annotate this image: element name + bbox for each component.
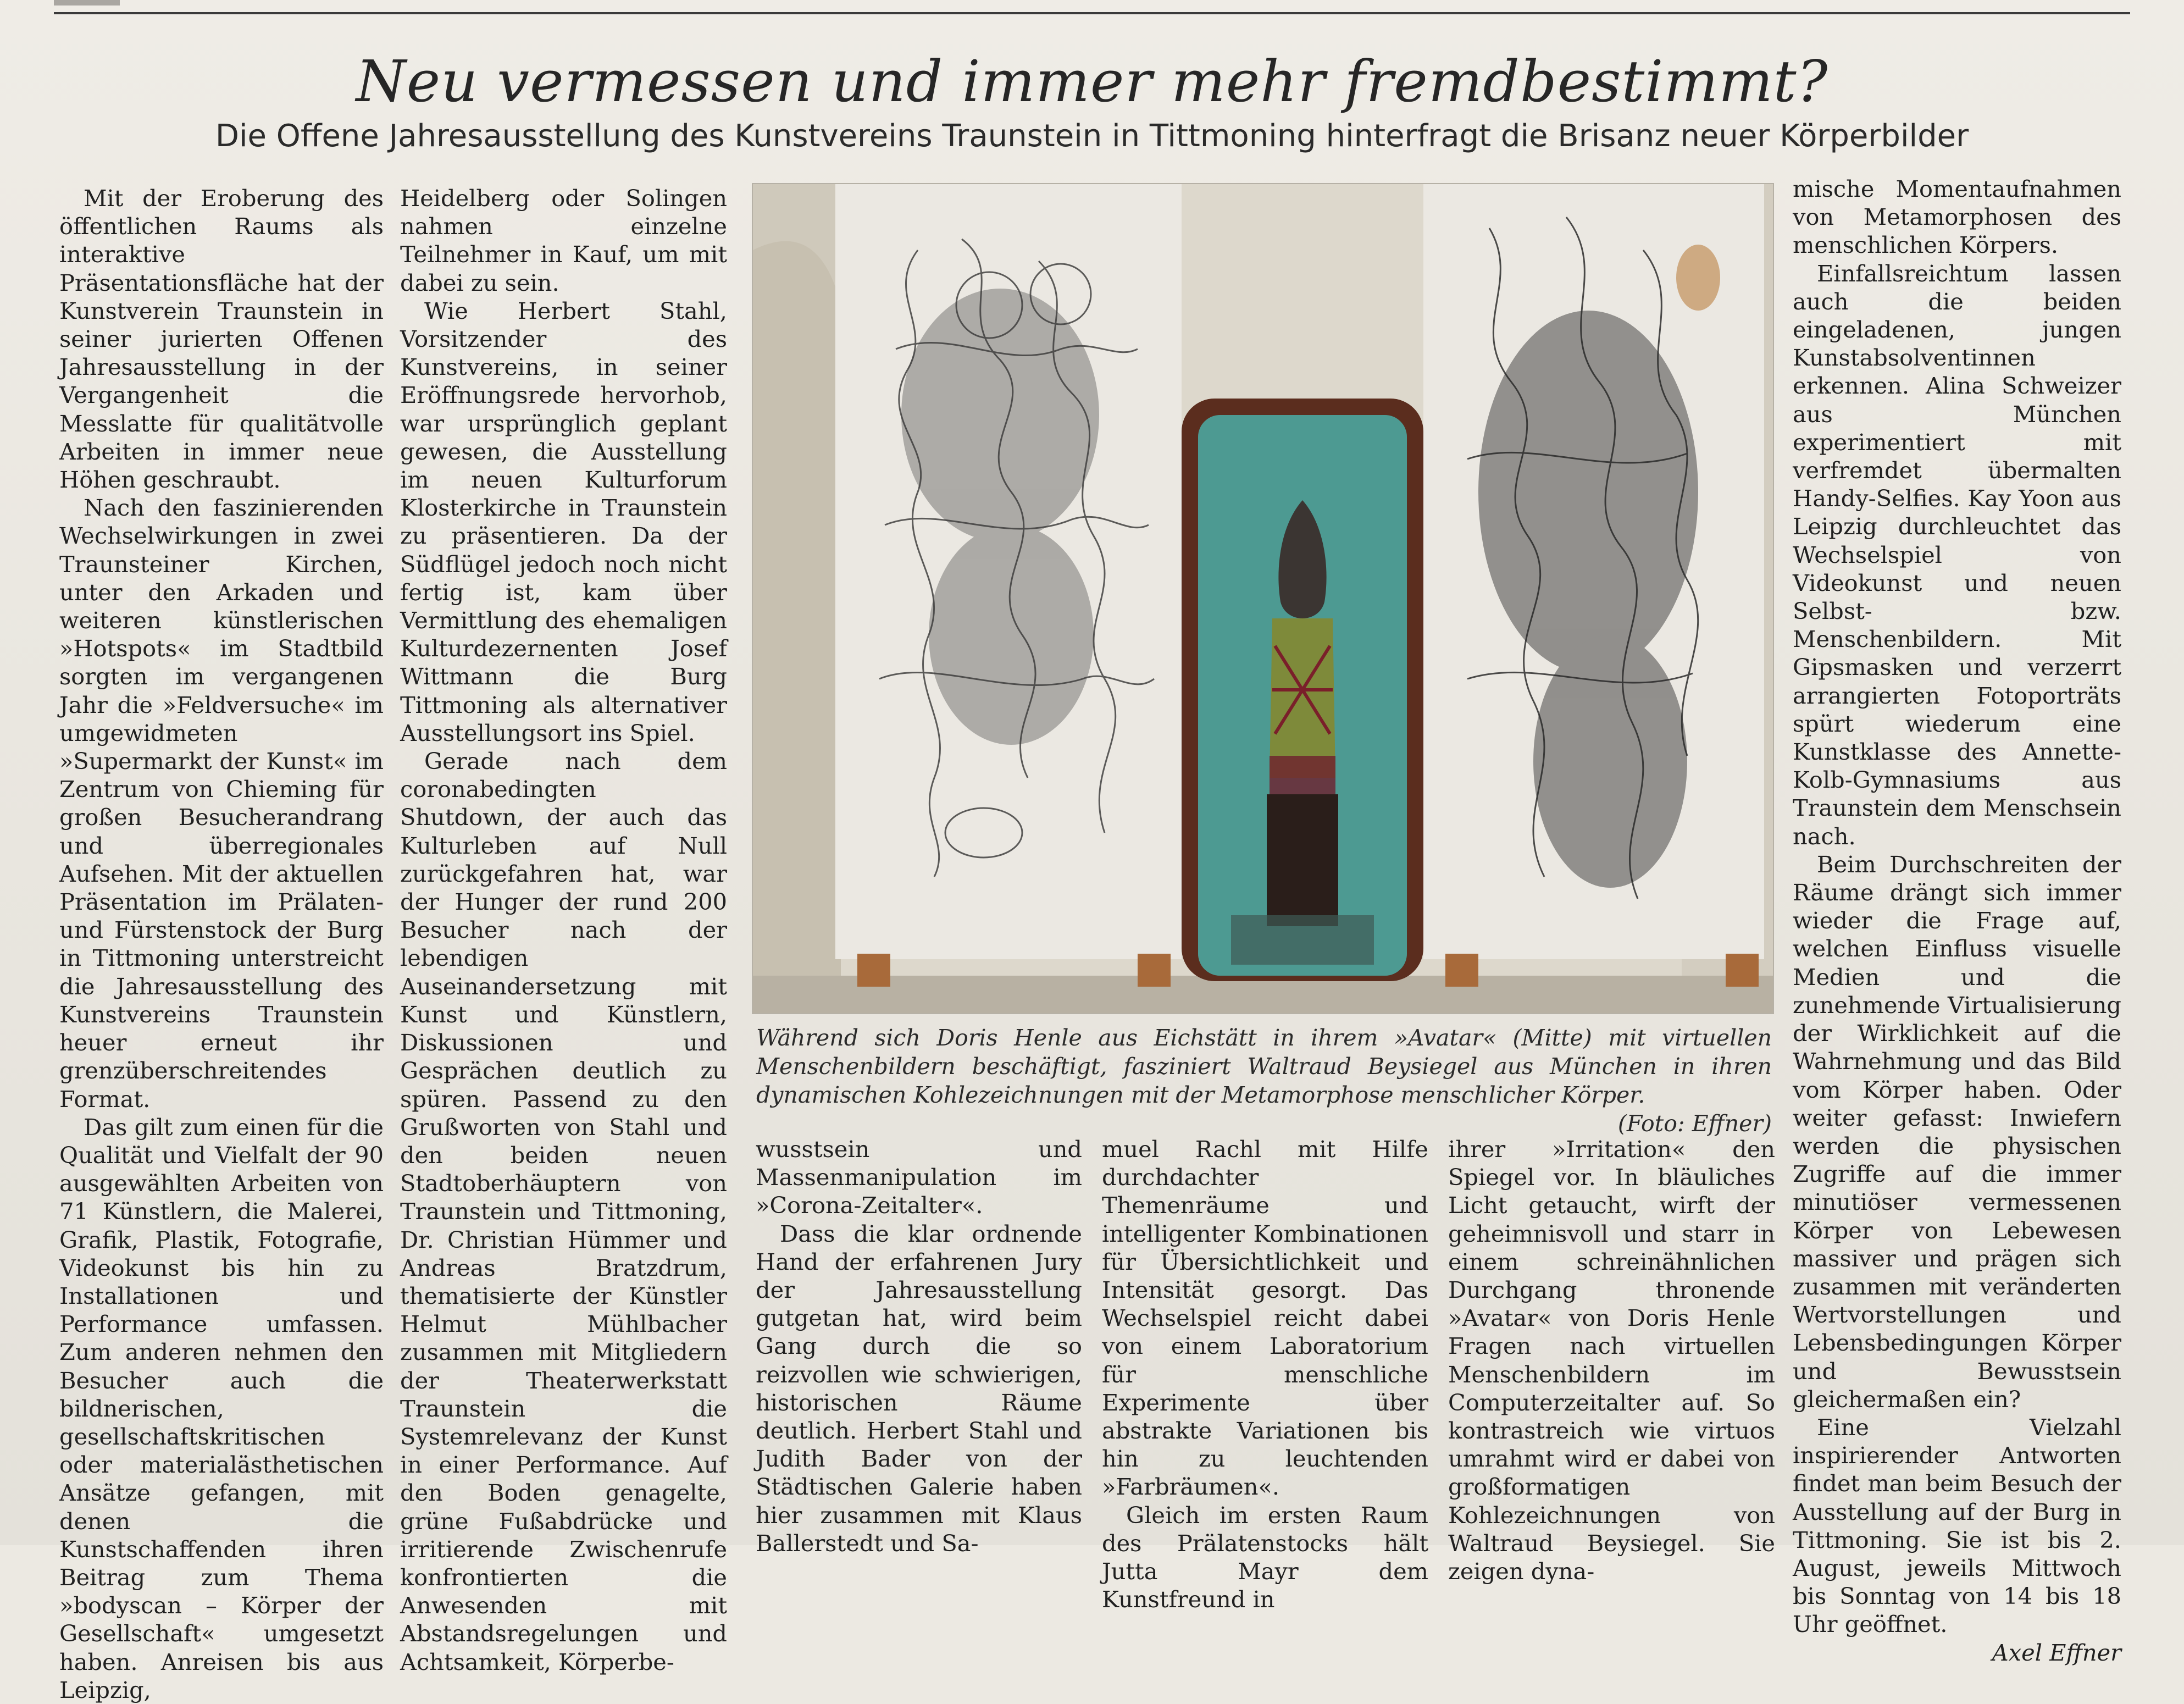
article-column-3: [756, 1135, 1082, 1557]
paragraph: Beim Durchschreiten der Räume drängt sich immer wieder die Frage auf, welchen Einfluss visuelle Medien und die zunehmende Virtualisierung der Wirklichkeit auf die Wahrnehmung und das Bild vom Körper haben. Oder weiter gefasst: Inwiefern werden die physischen Zugriffe auf die immer minutiöser vermessenen Körper von Lebewesen massiver und prägen sich zusammen mit veränderten Wertvorstellungen und Lebensbedingungen Körper und Bewusstsein gleichermaßen ein?: [1793, 850, 2121, 1413]
photo-credit: (Foto: Effner): [1617, 1110, 1772, 1137]
article-column-1: [59, 184, 384, 1704]
exhibition-photo: [752, 183, 1774, 1014]
avatar-bust: [1270, 618, 1335, 778]
paragraph: Gleich im ersten Raum des Prälatenstocks hält Jutta Mayr dem Kunstfreund in: [1102, 1501, 1428, 1613]
article-column-4: [1102, 1135, 1428, 1613]
paragraph: Gerade nach dem coronabedingten Shutdown, der auch das Kulturleben auf Null zurückgefahren hat, war der Hunger der rund 200 Besucher nach der lebendigen Auseinandersetzung mit Kunst und Künstlern, Diskussionen und Gesprächen deutlich zu spüren. Passend zu den Grußworten von Stahl und den beiden neuen Stadtoberhäuptern von Traunstein und Tittmoning, Dr. Christian Hümmer und Andreas Bratzdrum, thematisierte der Künstler Helmut Mühlbacher zusammen mit Mitgliedern der Theaterwerkstatt Traunstein die Systemrelevanz der Kunst in einer Performance. Auf den Boden genagelte, grüne Fußabdrücke und irritierende Zwischenrufe konfrontierten die Anwesenden mit Abstandsregelungen und Achtsamkeit, Körperbe-: [400, 748, 727, 1675]
article-column-6: [1793, 175, 2121, 1667]
paragraph: Eine Vielzahl inspirierender Antworten findet man beim Besuch der Ausstellung auf der Burg in Tittmoning. Sie ist bis 2. August, jeweils Mittwoch bis Sonntag von 14 bis 18 Uhr geöffnet.: [1793, 1413, 2121, 1638]
paragraph: Mit der Eroberung des öffentlichen Raums als interaktive Präsentationsfläche hat der Kunstverein Traunstein in seiner jurierten Offenen Jahresausstellung in der Vergangenheit die Messlatte für qualitätvolle Arbeiten in immer neue Höhen geschraubt.: [59, 185, 384, 494]
author-signature: Axel Effner: [1992, 1639, 2121, 1666]
paragraph: Das gilt zum einen für die Qualität und Vielfalt der 90 ausgewählten Arbeiten von 71 Künstlern, die Malerei, Grafik, Plastik, Fotografie, Videokunst bis hin zu Installationen und Performance umfassen. Zum anderen nehmen den Besucher auch die bildnerischen, gesellschaftskritischen oder materialästhetischen Ansätze gefangen, mit denen die Kunstschaffenden ihren Beitrag zum Thema »bodyscan – Körper der Gesellschaft« umgesetzt haben. Anreisen bis aus Leipzig,: [59, 1113, 384, 1703]
paragraph: mische Momentaufnahmen von Metamorphosen des menschlichen Körpers.: [1793, 175, 2121, 259]
subheadline: Die Offene Jahresausstellung des Kunstvereins Traunstein in Tittmoning hinterfragt die Brisanz neuer Körperbilder: [215, 118, 1969, 154]
paragraph: Heidelberg oder Solingen nahmen einzelne Teilnehmer in Kauf, um mit dabei zu sein.: [400, 185, 727, 296]
article-column-2: [400, 184, 727, 1676]
paragraph: Wie Herbert Stahl, Vorsitzender des Kunstvereins, in seiner Eröffnungsrede hervorhob, war ursprünglich geplant gewesen, die Ausstellung im neuen Kulturforum Klosterkirche in Traunstein zu präsentieren. Da der Südflügel jedoch noch nicht fertig ist, kam über Vermittlung des ehemaligen Kulturdezernenten Josef Wittmann die Burg Tittmoning als alternativer Ausstellungsort ins Spiel.: [400, 297, 727, 746]
top-fragment: [54, 0, 120, 5]
paragraph: wusstsein und Massenmanipulation im »Corona-Zeitalter«.: [756, 1136, 1082, 1219]
photo-caption: [756, 1023, 1772, 1138]
paragraph: Einfallsreichtum lassen auch die beiden eingeladenen, jungen Kunstabsolventinnen erkennen. Alina Schweizer aus München experimentiert mit verfremdet übermalten Handy-Selfies. Kay Yoon aus Leipzig durchleuchtet das Wechselspiel von Videokunst und neuen Selbst- bzw. Menschenbildern. Mit Gipsmasken und verzerrt arrangierten Fotoporträts spürt wiederum eine Kunstklasse des Annette-Kolb-Gymnasiums aus Traunstein dem Menschsein nach.: [1793, 259, 2121, 850]
article-column-5: [1448, 1135, 1775, 1585]
exhibition-photo-drawing: [753, 184, 1773, 1013]
headline: Neu vermessen und immer mehr fremdbestimmt?: [356, 48, 1828, 115]
paragraph: Nach den faszinierenden Wechselwirkungen in zwei Traunsteiner Kirchen, unter den Arkaden und weiteren künstlerischen »Hotspots« im Stadtbild sorgten im vergangenen Jahr die »Feldversuche« im umgewidmeten »Supermarkt der Kunst« im Zentrum von Chieming für großen Besucherandrang und überregionales Aufsehen. Mit der aktuellen Präsentation im Prälaten- und Fürstenstock der Burg in Tittmoning unterstreicht die Jahresausstellung des Kunstvereins Traunstein heuer erneut ihr grenzüberschreitendes Format.: [59, 494, 384, 1113]
paragraph: ihrer »Irritation« den Spiegel vor. In bläuliches Licht getaucht, wirft der geheimnisvoll und starr in einem schreinähnlichen Durchgang thronende »Avatar« von Doris Henle Fragen nach virtuellen Menschenbildern im Computerzeitalter auf. So kontrastreich wie virtuos umrahmt wird er dabei von großformatigen Kohlezeichnungen von Waltraud Beysiegel. Sie zeigen dyna-: [1448, 1136, 1775, 1585]
paragraph: Dass die klar ordnende Hand der erfahrenen Jury der Jahresausstellung gutgetan hat, wird beim Gang durch die so reizvollen wie schwierigen, historischen Räume deutlich. Herbert Stahl und Judith Bader von der Städtischen Galerie haben hier zusammen mit Klaus Ballerstedt und Sa-: [756, 1220, 1082, 1557]
top-rule: [54, 12, 2130, 14]
pedestal: [1267, 794, 1338, 926]
paragraph: muel Rachl mit Hilfe durchdachter Themenräume und intelligenter Kombinationen für Übersichtlichkeit und Intensität gesorgt. Das Wechselspiel reicht dabei von einem Laboratorium für menschliche Experimente über abstrakte Variationen bis hin zu leuchtenden »Farbräumen«.: [1102, 1136, 1428, 1501]
caption-text: Während sich Doris Henle aus Eichstätt in ihrem »Avatar« (Mitte) mit virtuellen Menschenbildern beschäftigt, fasziniert Waltraud Beysiegel aus München in ihren dynamischen Kohlezeichnungen mit der Metamorphose menschlicher Körper.: [756, 1025, 1772, 1108]
